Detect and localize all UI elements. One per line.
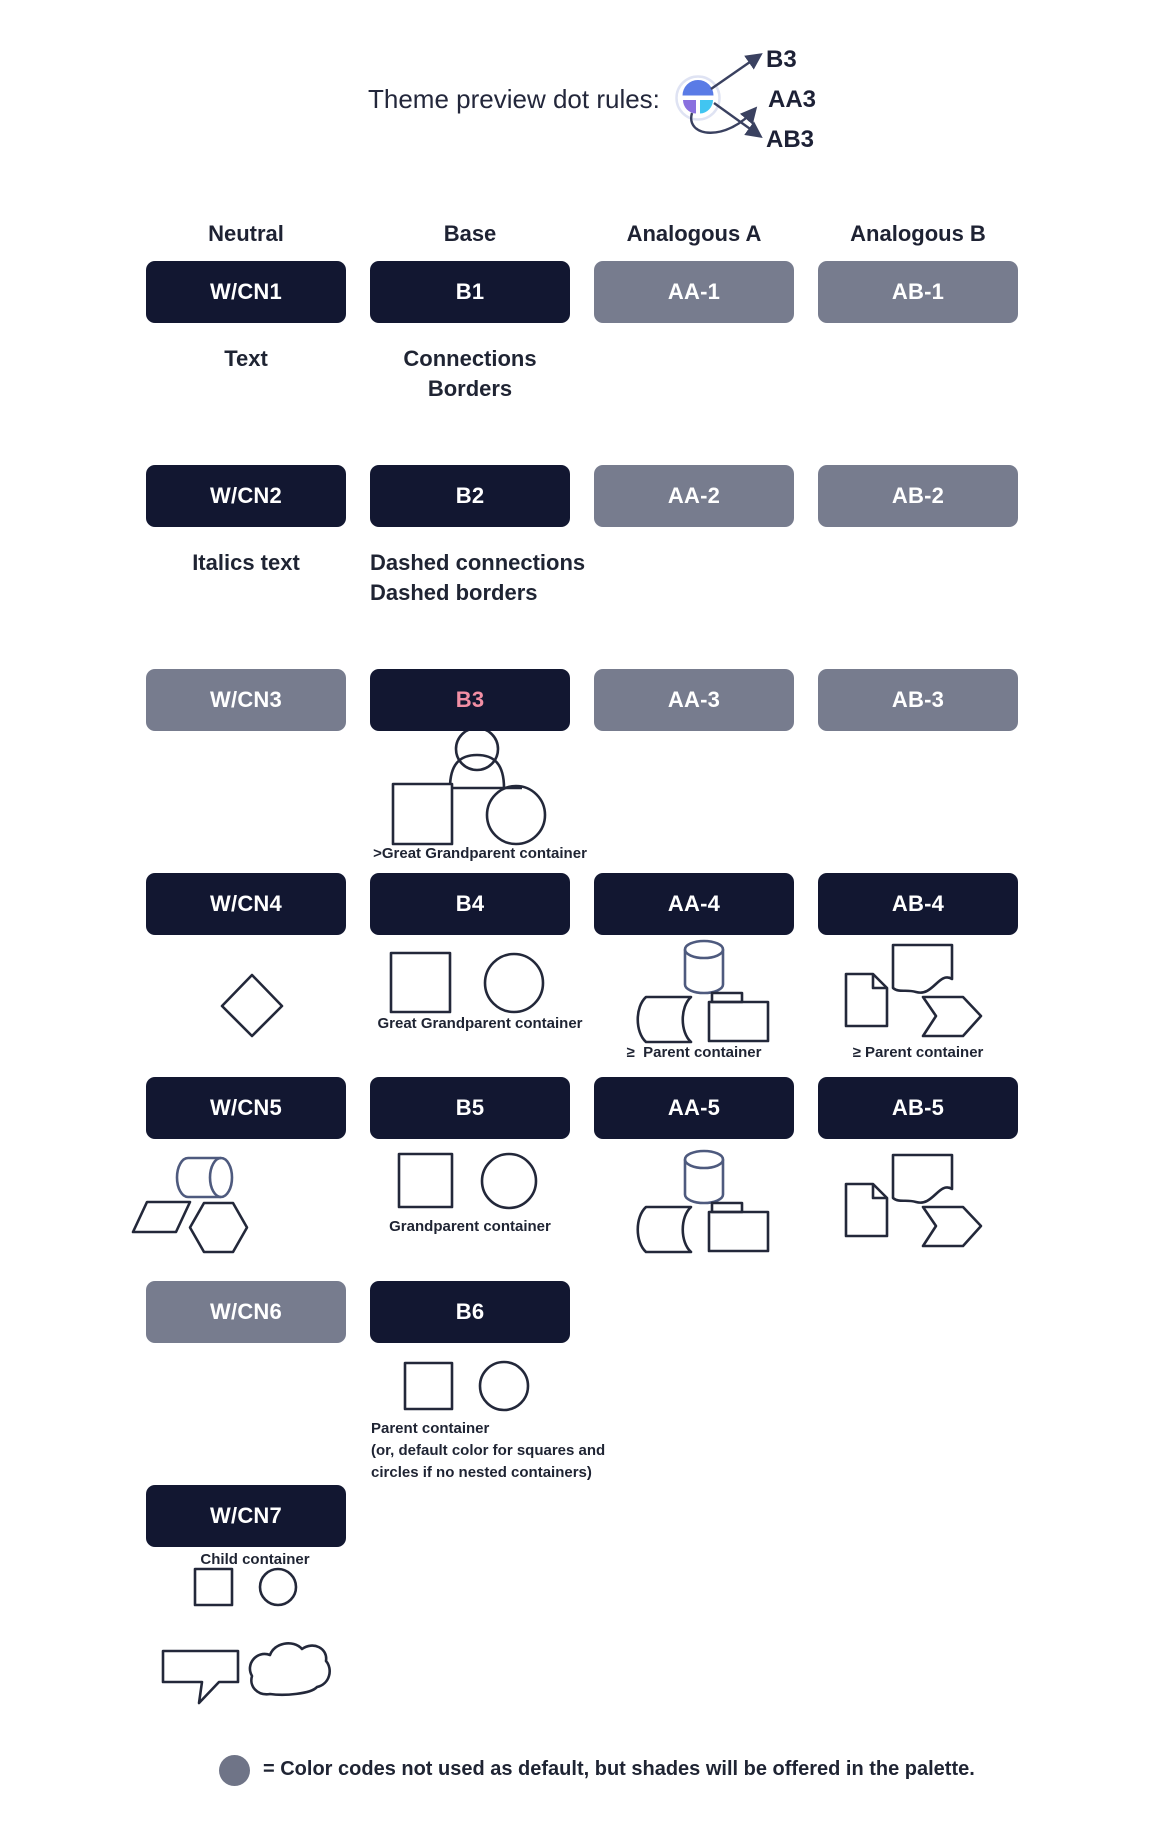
- label-ge-parent-container-ab: ≥ Parent container: [852, 1044, 984, 1061]
- page-title: Theme preview dot rules:: [368, 84, 660, 114]
- cloud-shape: [250, 1643, 330, 1694]
- ab5-shape-cluster: [846, 1155, 981, 1246]
- swatch-wcn4: W/CN4: [146, 873, 346, 935]
- legend-text: = Color codes not used as default, but shades will be offered in the palette.: [263, 1758, 975, 1780]
- circle-shape: [260, 1569, 296, 1605]
- speech-bubble-shape: [163, 1651, 238, 1703]
- hexagon-shape: [190, 1203, 247, 1252]
- dot-bottom-right-segment: [700, 100, 713, 114]
- swatch-wcn7: W/CN7: [146, 1485, 346, 1547]
- label-child-container: Child container: [200, 1551, 310, 1568]
- swatch-wcn1: W/CN1: [146, 261, 346, 323]
- square-shape: [405, 1363, 452, 1409]
- column-header-base: Base: [443, 221, 497, 246]
- dot-rule-arrows: [691, 55, 760, 136]
- circle-shape: [485, 954, 543, 1012]
- swatch-aa1: AA-1: [594, 261, 794, 323]
- swatch-aa5: AA-5: [594, 1077, 794, 1139]
- swatch-wcn2: W/CN2: [146, 465, 346, 527]
- ab4-shape-cluster: [846, 945, 981, 1036]
- annotation-italics-text: Italics text: [192, 550, 300, 575]
- dot-top-half-segment: [683, 80, 714, 96]
- dot-label-ab3: AB3: [766, 126, 815, 153]
- label-great-grandparent: Great Grandparent container: [377, 1015, 583, 1032]
- parallelogram-shape: [133, 1202, 190, 1232]
- theme-preview-dot: [677, 77, 720, 120]
- arrow-to-ab3: [714, 103, 760, 136]
- square-shape: [399, 1154, 452, 1207]
- swatch-aa4: AA-4: [594, 873, 794, 935]
- swatch-aa2: AA-2: [594, 465, 794, 527]
- swatch-ab1: AB-1: [818, 261, 1018, 323]
- label-parent-line1: Parent container: [371, 1420, 490, 1437]
- aa4-shape-cluster: [638, 941, 768, 1042]
- horizontal-cylinder-icon: [177, 1158, 232, 1197]
- annotation-text: Text: [224, 346, 268, 371]
- aa5-shape-cluster: [638, 1151, 768, 1252]
- swatch-wcn3: W/CN3: [146, 669, 346, 731]
- dot-label-aa3: AA3: [768, 86, 817, 113]
- swatch-ab2: AB-2: [818, 465, 1018, 527]
- swatch-wcn5: W/CN5: [146, 1077, 346, 1139]
- column-header-analogous-b: Analogous B: [850, 221, 986, 246]
- swatch-aa3: AA-3: [594, 669, 794, 731]
- dot-label-b3: B3: [766, 46, 797, 73]
- swatch-ab3: AB-3: [818, 669, 1018, 731]
- swatch-wcn6: W/CN6: [146, 1281, 346, 1343]
- swatch-b6: B6: [370, 1281, 570, 1343]
- column-header-analogous-a: Analogous A: [626, 221, 762, 246]
- column-header-neutral: Neutral: [208, 221, 284, 246]
- arrow-to-aa3: [691, 109, 755, 133]
- square-shape: [391, 953, 450, 1012]
- label-parent-line3: circles if no nested containers): [371, 1464, 592, 1481]
- label-parent-line2: (or, default color for squares and: [371, 1442, 606, 1459]
- label-grandparent: Grandparent container: [389, 1218, 551, 1235]
- swatch-b5: B5: [370, 1077, 570, 1139]
- dot-outer-ring: [677, 77, 720, 120]
- label-ge-parent-container-aa: ≥ Parent container: [626, 1044, 762, 1061]
- swatch-ab4: AB-4: [818, 873, 1018, 935]
- person-icon: [450, 728, 522, 788]
- swatch-ab5: AB-5: [818, 1077, 1018, 1139]
- swatch-b4: B4: [370, 873, 570, 935]
- label-great-grandparent-arrow: >Great Grandparent container: [373, 845, 587, 862]
- annotation-dashed-borders: Dashed borders: [370, 580, 538, 605]
- annotation-dashed-connections: Dashed connections: [370, 550, 586, 575]
- diamond-shape: [222, 975, 282, 1036]
- legend-dot-icon: [219, 1755, 250, 1786]
- square-shape: [393, 784, 452, 844]
- arrow-to-b3: [711, 55, 760, 89]
- circle-shape: [482, 1154, 536, 1208]
- dot-bottom-left-segment: [683, 100, 696, 114]
- swatch-b3: B3: [370, 669, 570, 731]
- annotation-connections: Connections: [403, 346, 537, 371]
- swatch-b1: B1: [370, 261, 570, 323]
- square-shape: [195, 1569, 232, 1605]
- circle-shape: [487, 786, 545, 844]
- annotation-borders: Borders: [427, 376, 513, 401]
- swatch-b2: B2: [370, 465, 570, 527]
- circle-shape: [480, 1362, 528, 1410]
